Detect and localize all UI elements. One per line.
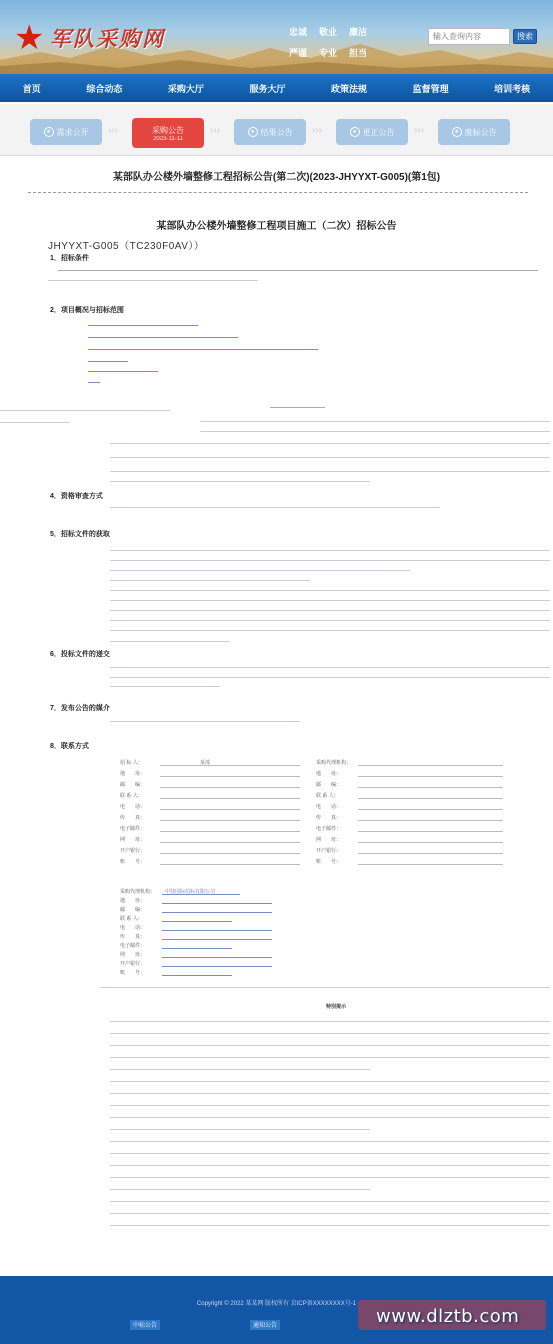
text-line xyxy=(110,570,410,571)
logo-text: 军队采购网 xyxy=(50,26,165,51)
field-line xyxy=(358,820,503,821)
step-date: 2023-11-11 xyxy=(153,135,183,142)
footer-chip[interactable]: 中标公告 xyxy=(130,1320,160,1330)
step-cancel[interactable] xyxy=(438,119,510,145)
text-line xyxy=(200,421,550,422)
search-button[interactable]: 搜索 xyxy=(513,29,537,44)
field-line xyxy=(160,831,300,832)
contact-label: 开户银行： xyxy=(120,848,146,854)
field-line xyxy=(162,930,272,931)
slogan: 严谨 xyxy=(289,48,308,58)
field-line xyxy=(160,864,300,865)
slogan: 专业 xyxy=(319,48,338,58)
field-line xyxy=(160,842,300,843)
field-line xyxy=(358,831,503,832)
process-steps xyxy=(0,104,553,156)
field-line xyxy=(358,853,503,854)
agent-label: 网 址： xyxy=(120,952,146,958)
contact-label: 联 系 人： xyxy=(120,793,143,799)
text-line xyxy=(110,721,300,722)
main-nav xyxy=(0,74,553,102)
copyright: Copyright © 2022 某某网 版权所有 京ICP备XXXXXXXX号-1 xyxy=(196,1301,357,1307)
slogan: 廉洁 xyxy=(349,27,368,37)
section-heading: 5．招标文件的获取 xyxy=(50,531,110,538)
contact-label: 网 址： xyxy=(120,837,146,843)
contact-label: 电 话： xyxy=(316,804,342,810)
contact-value: 某部 xyxy=(200,760,211,766)
contact-label: 地 址： xyxy=(316,771,342,777)
text-line xyxy=(110,1105,550,1106)
section-heading: 4．资格审查方式 xyxy=(50,493,103,500)
agent-label: 电子邮件： xyxy=(120,943,146,949)
field-line xyxy=(162,939,272,940)
search-input[interactable] xyxy=(428,28,510,45)
slogans xyxy=(289,25,377,59)
text-line xyxy=(110,1189,370,1190)
text-line xyxy=(110,457,550,458)
agent-label: 账 号： xyxy=(120,970,146,976)
text-line xyxy=(110,677,550,678)
text-line xyxy=(110,471,550,472)
agent-label: 传 真： xyxy=(120,934,146,940)
text-line xyxy=(110,620,550,621)
text-line xyxy=(110,481,370,482)
field-line xyxy=(358,765,503,766)
text-line xyxy=(270,407,325,408)
contact-label: 传 真： xyxy=(120,815,146,821)
field-line xyxy=(160,820,300,821)
field-line xyxy=(358,798,503,799)
section-heading: 1．招标条件 xyxy=(50,255,89,262)
field-line xyxy=(162,966,272,967)
text-line xyxy=(110,1225,550,1226)
field-line xyxy=(162,948,232,949)
step-label: 废标公告 xyxy=(464,127,497,137)
step-demand[interactable] xyxy=(30,119,102,145)
field-line xyxy=(358,842,503,843)
contact-label: 电 话： xyxy=(120,804,146,810)
text-line xyxy=(88,325,198,326)
text-line xyxy=(88,361,128,362)
step-label: 结果公告 xyxy=(260,127,293,137)
text-line xyxy=(110,1069,370,1070)
watermark: www.dlztb.com xyxy=(376,1306,520,1327)
arrow-icon: ››› xyxy=(210,125,220,136)
field-line xyxy=(162,975,232,976)
contact-label: 账 号： xyxy=(316,859,342,865)
agent-label: 开户银行： xyxy=(120,961,146,967)
field-line xyxy=(358,809,503,810)
text-line xyxy=(110,1213,550,1214)
header-banner xyxy=(0,0,553,74)
field-line xyxy=(160,765,300,766)
text-line xyxy=(110,610,550,611)
circle-icon: ● xyxy=(248,127,258,137)
text-line xyxy=(110,686,220,687)
agent-label: 地 址： xyxy=(120,898,146,904)
text-line xyxy=(0,422,70,423)
field-line xyxy=(160,787,300,788)
text-line xyxy=(88,337,238,338)
nav-home[interactable]: 首页 xyxy=(22,83,41,94)
field-line xyxy=(358,787,503,788)
text-line xyxy=(110,1165,550,1166)
agent-label: 联 系 人： xyxy=(120,916,143,922)
site-logo[interactable] xyxy=(14,18,165,58)
circle-icon: ● xyxy=(44,127,54,137)
field-line xyxy=(162,921,232,922)
text-line xyxy=(110,641,230,642)
text-line xyxy=(110,1117,550,1118)
nav-news[interactable]: 综合动态 xyxy=(86,83,123,94)
arrow-icon: ››› xyxy=(414,125,424,136)
text-line xyxy=(110,1093,550,1094)
field-line xyxy=(162,957,272,958)
contact-label: 开户银行： xyxy=(316,848,342,854)
page-title: 某部队办公楼外墙整修工程招标公告(第二次)(2023-JHYYXT-G005)(第1包) xyxy=(112,172,441,183)
text-line xyxy=(110,1081,550,1082)
field-line xyxy=(160,798,300,799)
text-line xyxy=(58,270,538,271)
slogan: 忠诚 xyxy=(289,27,308,37)
text-line xyxy=(110,667,550,668)
text-line xyxy=(110,1045,550,1046)
step-procurement-notice[interactable] xyxy=(132,118,204,148)
text-line xyxy=(88,349,318,350)
contact-label: 账 号： xyxy=(120,859,146,865)
agent-name: 中技国际招标有限公司 xyxy=(165,889,216,895)
text-line xyxy=(110,1033,550,1034)
text-line xyxy=(110,590,550,591)
text-line xyxy=(110,1201,550,1202)
text-line xyxy=(48,280,258,281)
text-line xyxy=(110,1057,550,1058)
agent-label: 电 话： xyxy=(120,925,146,931)
step-label: 更正公告 xyxy=(362,127,395,137)
contact-label: 采购代理机构： xyxy=(316,760,352,766)
text-line xyxy=(110,1141,550,1142)
divider xyxy=(100,987,550,988)
contact-label: 网 址： xyxy=(316,837,342,843)
text-line xyxy=(110,507,440,508)
contact-label: 邮 编： xyxy=(120,782,146,788)
contact-label: 招 标 人： xyxy=(120,760,143,766)
contact-label: 邮 编： xyxy=(316,782,342,788)
step-label: 采购公告 xyxy=(152,125,184,135)
text-line xyxy=(110,560,550,561)
text-line xyxy=(88,382,100,383)
step-correction[interactable] xyxy=(336,119,408,145)
step-label: 需求公开 xyxy=(56,127,89,137)
text-line xyxy=(88,371,158,372)
document-code: JHYYXT-G005（TC230F0AV）） xyxy=(48,241,205,252)
text-line xyxy=(110,550,550,551)
contact-label: 联 系 人： xyxy=(316,793,339,799)
contact-label: 电子邮件： xyxy=(120,826,146,832)
field-line xyxy=(160,776,300,777)
contact-label: 地 址： xyxy=(120,771,146,777)
field-line xyxy=(160,809,300,810)
text-line xyxy=(110,600,550,601)
text-line xyxy=(0,410,170,411)
arrow-icon: ››› xyxy=(108,125,118,136)
text-line xyxy=(110,1021,550,1022)
divider xyxy=(28,192,528,193)
nav-procurement-hall[interactable]: 采购大厅 xyxy=(167,83,204,94)
text-line xyxy=(110,443,550,444)
document-body xyxy=(0,195,553,1255)
field-line xyxy=(162,903,272,904)
text-line xyxy=(200,431,550,432)
contact-label: 电子邮件： xyxy=(316,826,342,832)
nav-supervision[interactable]: 监督管理 xyxy=(412,83,449,94)
agent-label: 采购代理机构： xyxy=(120,889,156,895)
text-line xyxy=(110,1153,550,1154)
text-line xyxy=(110,580,310,581)
section-heading: 8．联系方式 xyxy=(50,743,89,750)
circle-icon: ● xyxy=(350,127,360,137)
field-line xyxy=(162,912,272,913)
section-heading: 7．发布公告的媒介 xyxy=(50,705,110,712)
nav-policy[interactable]: 政策法规 xyxy=(331,83,368,94)
search-box xyxy=(428,28,537,45)
circle-icon: ● xyxy=(452,127,462,137)
text-line xyxy=(110,1177,550,1178)
slogan: 担当 xyxy=(349,48,368,58)
star-icon: ★ xyxy=(14,18,45,58)
text-line xyxy=(110,1129,370,1130)
step-result[interactable] xyxy=(234,119,306,145)
text-line xyxy=(110,630,550,631)
footer-chip[interactable]: 通知公告 xyxy=(250,1320,280,1330)
section-heading: 6．投标文件的递交 xyxy=(50,651,110,658)
arrow-icon: ››› xyxy=(312,125,322,136)
field-line xyxy=(358,864,503,865)
notice-title: 特别提示 xyxy=(326,1004,347,1010)
document-heading: 某部队办公楼外墙整修工程项目施工（二次）招标公告 xyxy=(156,221,397,232)
nav-service-hall[interactable]: 服务大厅 xyxy=(249,83,286,94)
nav-training[interactable]: 培训考核 xyxy=(494,83,531,94)
slogan: 敬业 xyxy=(319,27,338,37)
section-heading: 2．项目概况与招标范围 xyxy=(50,307,124,314)
agent-label: 邮 编： xyxy=(120,907,146,913)
field-line xyxy=(162,894,240,895)
field-line xyxy=(358,776,503,777)
contact-label: 传 真： xyxy=(316,815,342,821)
field-line xyxy=(160,853,300,854)
